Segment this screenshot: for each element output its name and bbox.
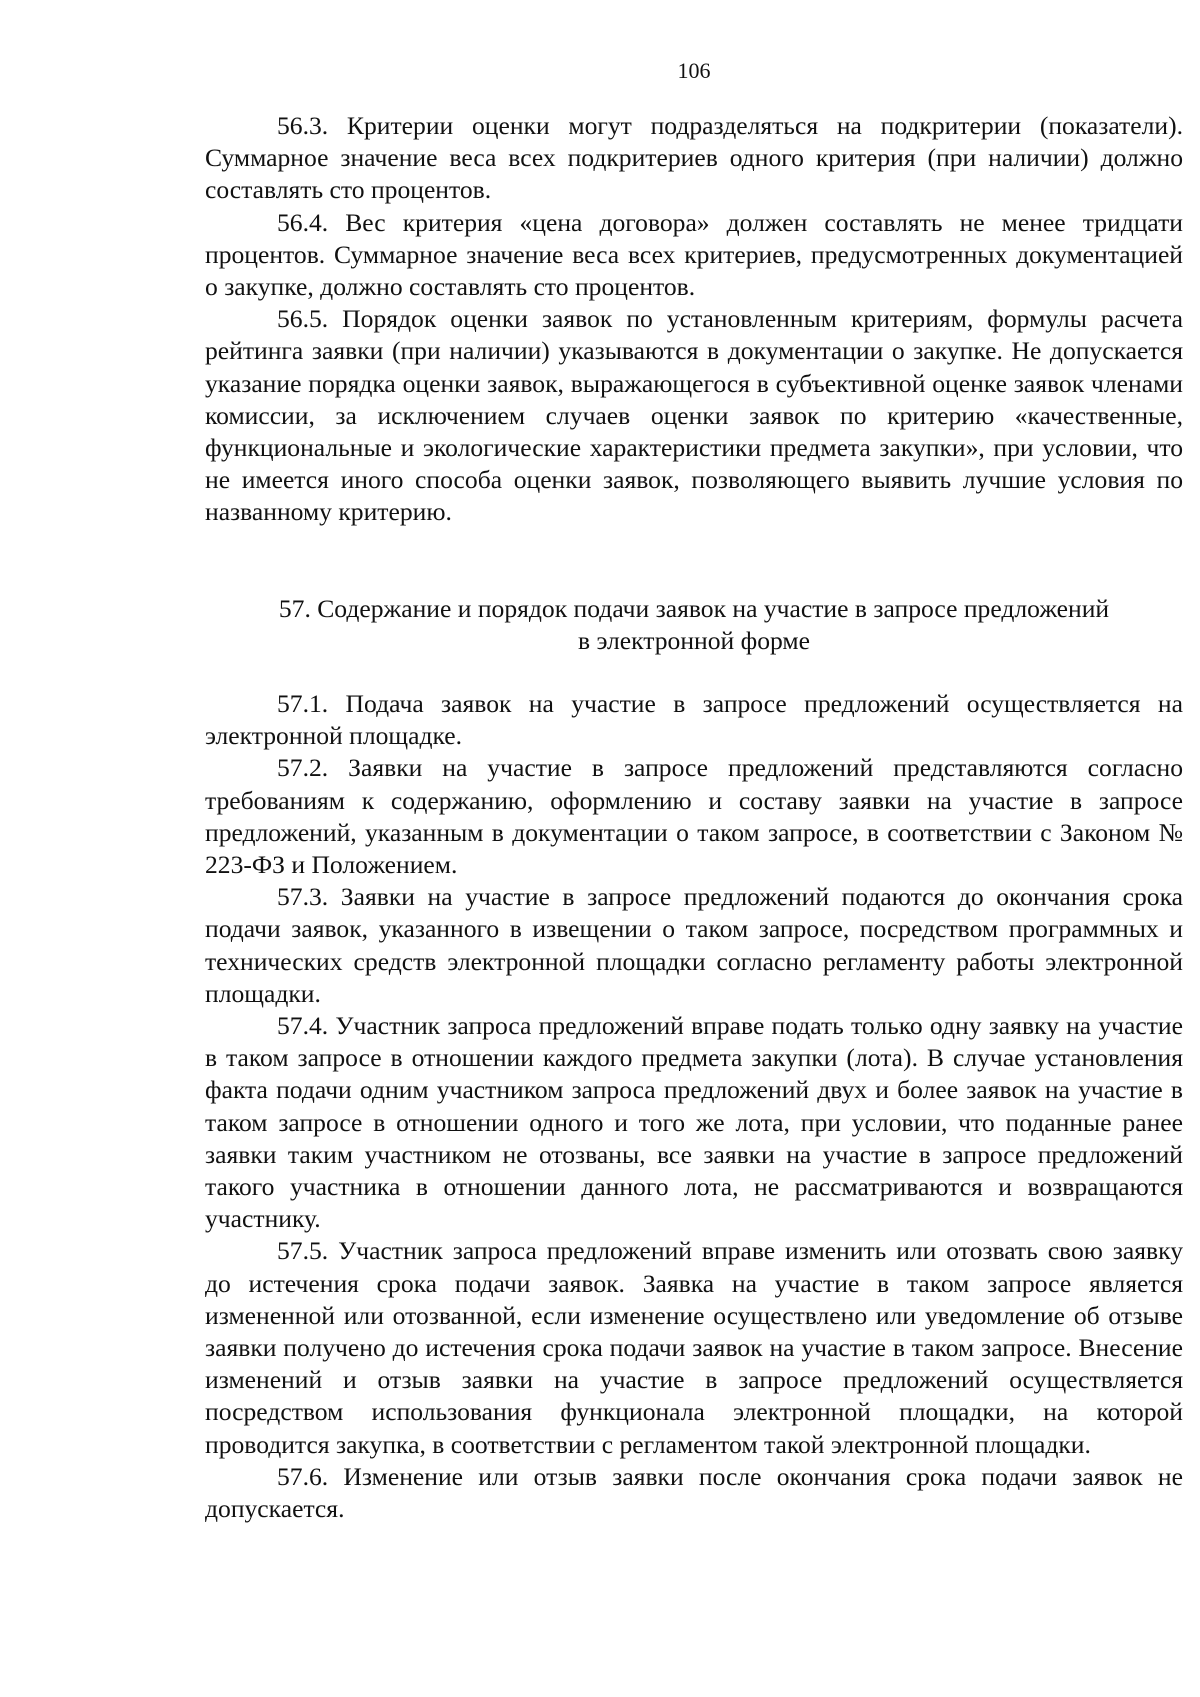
paragraph-56-5: 56.5. Порядок оценки заявок по установленным критериям, формулы расчета рейтинга заявки (при наличии) указываются в документации о закупке. Не допускается указание порядка оценки заявок, выражающегося в субъективной оценке заявок членами комиссии, за исключением случаев оценки заявок по критерию «качественные, функциональные и экологические характеристики предмета закупки», при условии, что не имеется иного способа оценки заявок, позволяющего выявить лучшие условия по названному критерию. <box>205 304 1183 527</box>
paragraph-56-4: 56.4. Вес критерия «цена договора» должен составлять не менее тридцати процентов. Суммарное значение веса всех критериев, предусмотренных документацией о закупке, должно составлять сто процентов. <box>205 207 1183 302</box>
paragraph-57-6: 57.6. Изменение или отзыв заявки после окончания срока подачи заявок не допускается. <box>205 1461 1183 1524</box>
paragraph-57-3: 57.3. Заявки на участие в запросе предложений подаются до окончания срока подачи заявок, указанного в извещении о таком запросе, посредством программных и технических средств электронной площадки согласно регламенту работы электронной площадки. <box>205 882 1183 1008</box>
section-57-heading-line-2: в электронной форме <box>578 626 810 656</box>
paragraph-57-2: 57.2. Заявки на участие в запросе предложений представляются согласно требованиям к содержанию, оформлению и составу заявки на участие в запросе предложений, указанным в документации о таком запросе, в соответствии с Законом № 223-ФЗ и Положением. <box>205 753 1183 880</box>
paragraph-57-1: 57.1. Подача заявок на участие в запросе предложений осуществляется на электронной площадке. <box>205 689 1183 751</box>
section-57-heading-line-1: 57. Содержание и порядок подачи заявок на участие в запросе предложений <box>278 594 1110 623</box>
section-57-heading <box>205 593 1183 657</box>
paragraph-57-4: 57.4. Участник запроса предложений вправе подать только одну заявку на участие в таком запросе в отношении каждого предмета закупки (лота). В случае установления факта подачи одним участником запроса предложений двух и более заявок на участие в таком запросе в отношении одного и того же лота, при условии, что поданные ранее заявки таким участником не отозваны, все заявки на участие в запросе предложений такого участника в отношении данного лота, не рассматриваются и возвращаются участнику. <box>205 1011 1183 1234</box>
page-number: 106 <box>677 58 711 83</box>
paragraph-56-3: 56.3. Критерии оценки могут подразделяться на подкритерии (показатели). Суммарное значение веса всех подкритериев одного критерия (при наличии) должно составлять сто процентов. <box>205 111 1183 205</box>
paragraph-57-5: 57.5. Участник запроса предложений вправе изменить или отозвать свою заявку до истечения срока подачи заявок. Заявка на участие в таком запросе является измененной или отозванной, если изменение осуществлено или уведомление об отзыве заявки получено до истечения срока подачи заявок на участие в таком запросе. Внесение изменений и отзыв заявки на участие в запросе предложений осуществляется посредством использования функционала электронной площадки, на которой проводится закупка, в соответствии с регламентом такой электронной площадки. <box>205 1236 1183 1459</box>
section-56-paragraphs <box>205 110 1183 529</box>
section-57-paragraphs <box>205 688 1183 1525</box>
